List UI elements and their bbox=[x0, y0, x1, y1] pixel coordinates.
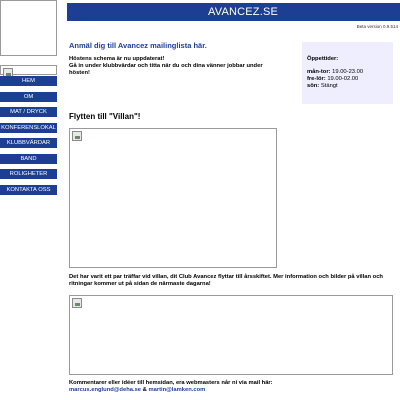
news-line-1: Höstens schema är nu uppdaterat! bbox=[69, 56, 165, 62]
hours-days: fre-lör: bbox=[307, 76, 326, 82]
villa-image bbox=[69, 128, 277, 268]
news-text bbox=[69, 56, 284, 78]
site-title: AVANCEZ.SE bbox=[208, 6, 279, 18]
nav-item-kontakta-oss[interactable]: KONTAKTA OSS bbox=[0, 185, 57, 195]
hours-time: Stängt bbox=[320, 83, 338, 89]
footer-emails bbox=[69, 387, 395, 394]
hours-time: 19.00-23.00 bbox=[332, 69, 364, 75]
version-text: Beta version 0.9.514 bbox=[356, 24, 398, 29]
footer bbox=[69, 380, 395, 394]
nav-item-roligheter[interactable]: ROLIGHETER bbox=[0, 169, 57, 179]
email-link-martin[interactable]: martin@lamken.com bbox=[148, 387, 206, 394]
broken-image-icon bbox=[72, 298, 82, 308]
hours-row bbox=[307, 69, 363, 75]
villa-text: Det har varit ett par träffar vid villan, dit Club Avancez flyttar till årsskiftet. Mer information och bilder på villan och ritningar kommer ut på sidan de närmaste dagarna! bbox=[69, 274, 383, 288]
nav-item-om[interactable]: OM bbox=[0, 92, 57, 102]
news-line-2: Gå in under klubbvärdar och titta när du och dina vänner jobbar under hösten! bbox=[69, 63, 263, 77]
hours-days: sön: bbox=[307, 83, 320, 89]
hours-row bbox=[307, 76, 358, 82]
hours-time: 19.00-02.00 bbox=[327, 76, 359, 82]
opening-hours-title: Öppettider: bbox=[307, 56, 339, 62]
nav-item-konferenslokal[interactable]: KONFERENSLOKAL bbox=[1, 125, 56, 131]
footer-text: Kommentarer eller idéer till hemsidan, era webmasters når ni via mail här: bbox=[69, 380, 273, 386]
logo-image bbox=[0, 0, 57, 56]
opening-hours-box bbox=[302, 42, 393, 104]
broken-image-icon bbox=[72, 131, 82, 141]
section-title: Flytten till "Villan"! bbox=[69, 112, 141, 121]
nav-item-band[interactable]: BAND bbox=[0, 154, 57, 164]
mailing-list-link[interactable]: Anmäl dig till Avancez mailinglista här. bbox=[69, 41, 207, 50]
nav-item-hem[interactable]: HEM bbox=[0, 76, 57, 86]
email-link-marcus[interactable]: marcus.englund@deha.se bbox=[69, 387, 142, 394]
nav-header-image bbox=[0, 65, 57, 75]
hours-days: mån-tor: bbox=[307, 69, 331, 75]
hours-row bbox=[307, 83, 338, 89]
nav-item-mat-dryck[interactable]: MAT / DRYCK bbox=[0, 107, 57, 117]
email-separator: & bbox=[141, 387, 149, 394]
nav-item-klubbvardar[interactable]: KLUBBVÄRDAR bbox=[0, 138, 57, 148]
villa-drawing-image bbox=[69, 295, 393, 375]
